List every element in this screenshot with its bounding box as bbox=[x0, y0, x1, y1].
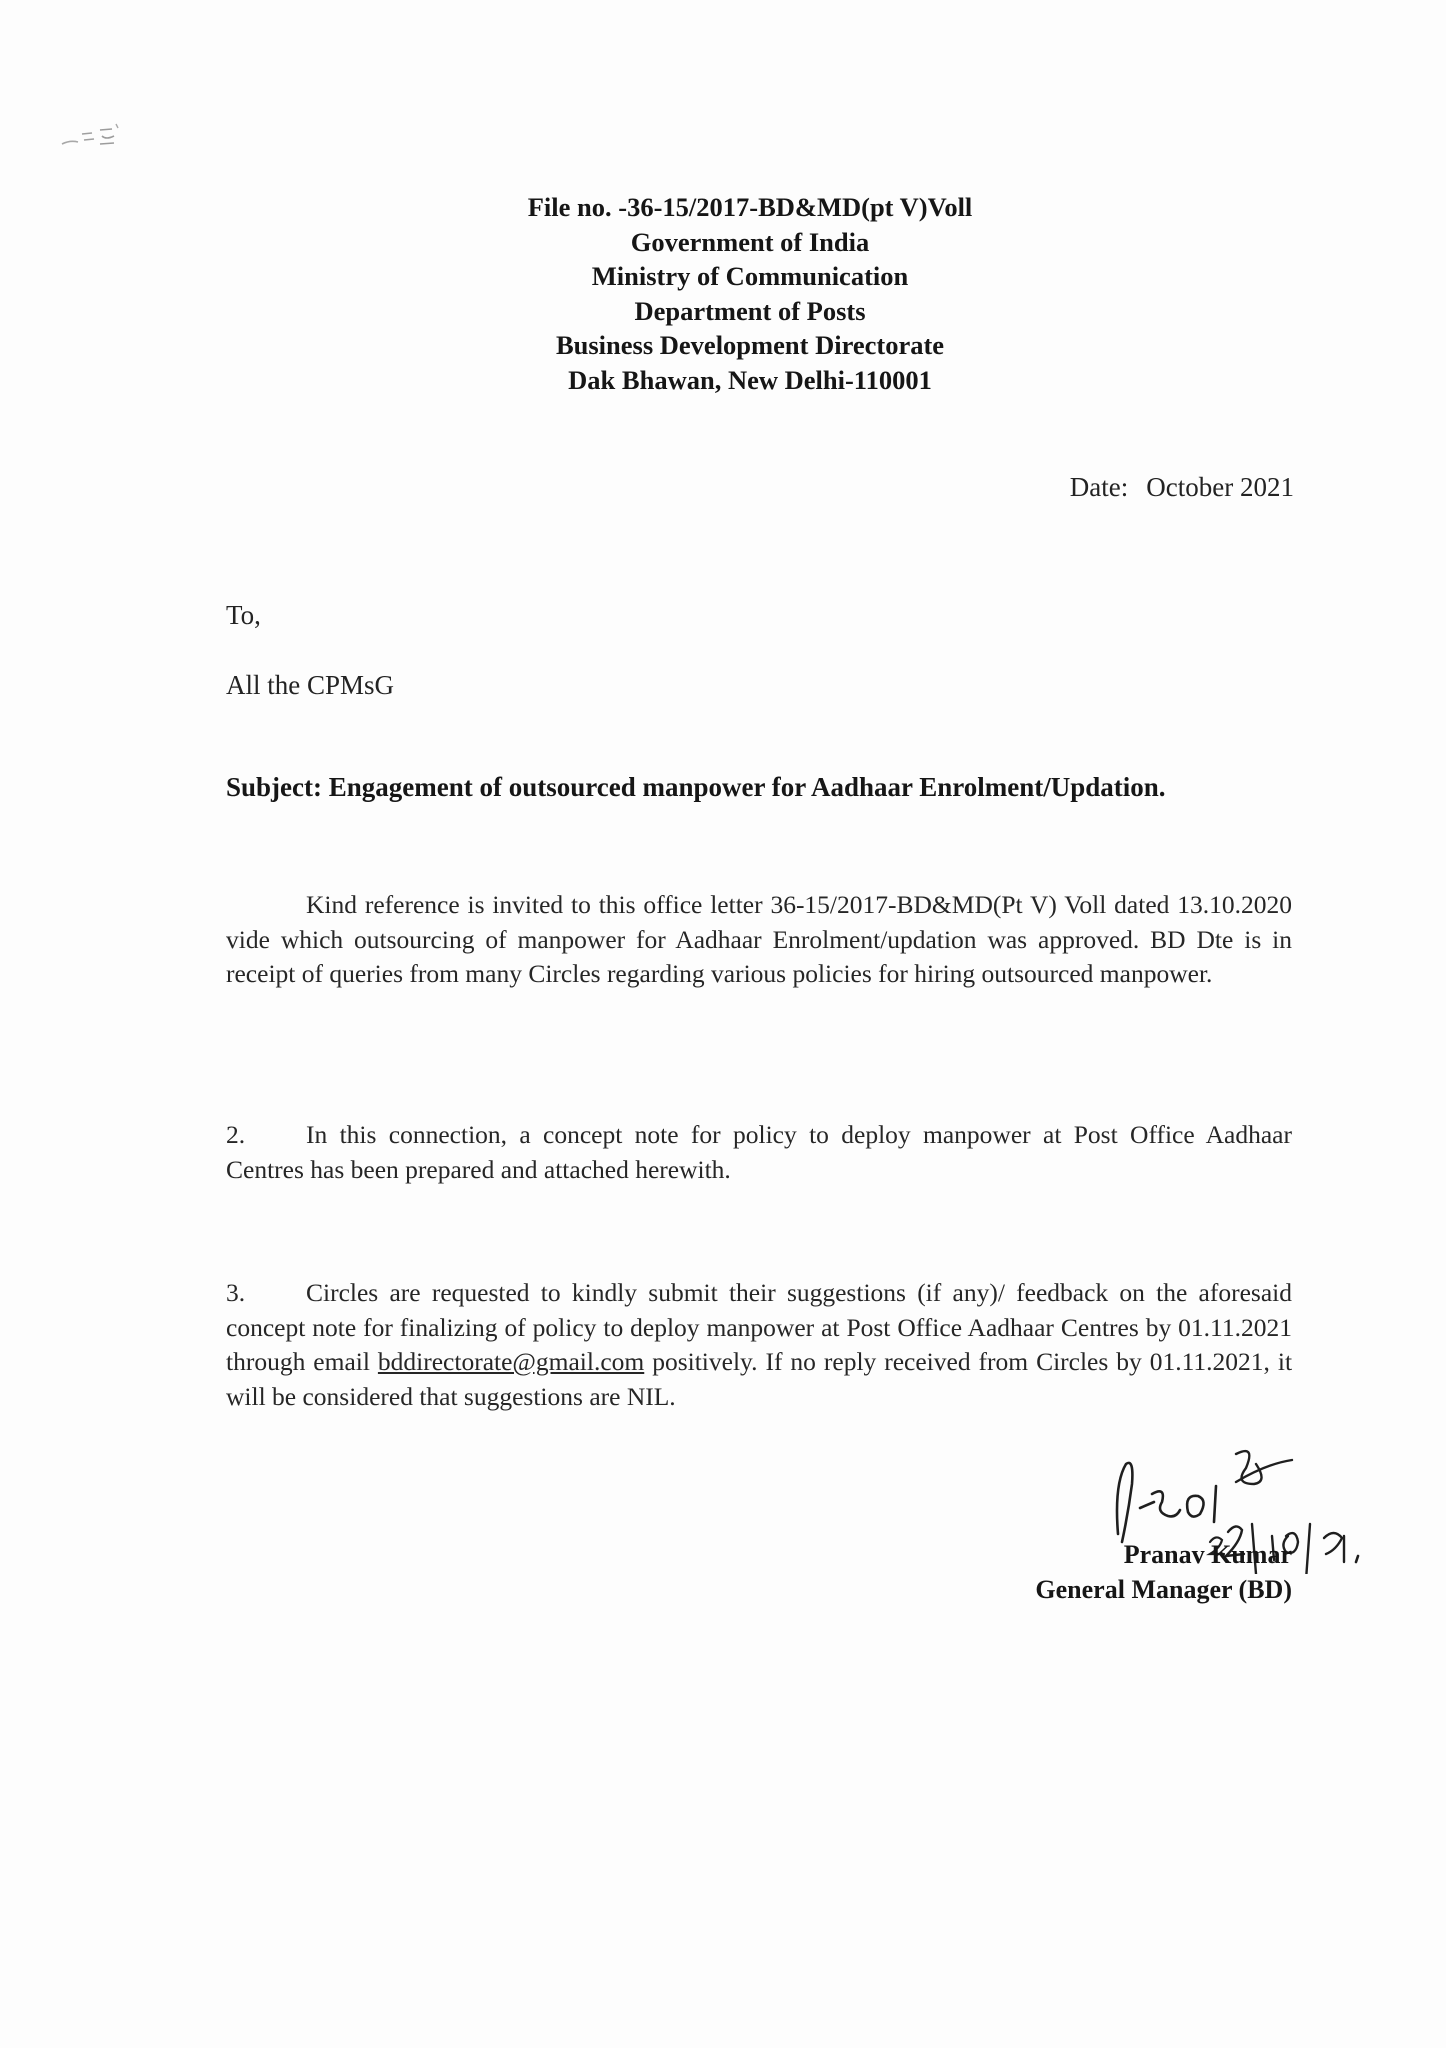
government-name: Government of India bbox=[630, 226, 870, 257]
letterhead bbox=[410, 190, 1090, 398]
file-number: File no. -36-15/2017-BD&MD(pt V)Voll bbox=[527, 192, 973, 222]
signatory-block bbox=[1035, 1537, 1292, 1607]
paragraph-2-number: 2. bbox=[226, 1120, 246, 1149]
paragraph-1: Kind reference is invited to this office letter 36-15/2017-BD&MD(Pt V) Voll dated 13.10.2020 vide which outsourcing of manpower for Aadhaar Enrolment/updation was approved. BD Dte is in receipt of queries from many Circles regarding various policies for hiring outsourced manpower. bbox=[226, 890, 1292, 988]
signatory-designation: General Manager (BD) bbox=[1035, 1575, 1292, 1604]
paragraph-3-text-before: Circles are requested to kindly submit their suggestions (if any)/ feedback on the aforesaid concept note for finalizing of policy to deploy manpower at Post Office Aadhaar Centres by 01.11.2021 through email bbox=[226, 1278, 1292, 1376]
recipient: All the CPMsG bbox=[226, 670, 395, 700]
signatory-name: Pranav Kumar bbox=[1123, 1540, 1292, 1569]
email-link[interactable]: bddirectorate@gmail.com bbox=[377, 1347, 645, 1376]
paragraph-2-text: In this connection, a concept note for policy to deploy manpower at Post Office Aadhaar Centres has been prepared and attached herewith. bbox=[226, 1120, 1292, 1184]
paragraph-3-text-after: positively. If no reply received from Circles by 01.11.2021, it will be considered that suggestions are NIL. bbox=[226, 1347, 1293, 1411]
letter-date bbox=[1070, 470, 1294, 504]
paragraph-3 bbox=[226, 1276, 1292, 1414]
paragraph-2 bbox=[226, 1118, 1292, 1187]
paragraph-3-number: 3. bbox=[226, 1278, 246, 1307]
department-name: Department of Posts bbox=[634, 295, 866, 326]
date-label: Date: bbox=[1069, 472, 1129, 502]
ministry-name: Ministry of Communication bbox=[591, 261, 909, 292]
office-address: Dak Bhawan, New Delhi-110001 bbox=[568, 364, 932, 395]
scan-mark-icon bbox=[56, 116, 126, 156]
subject-line: Subject: Engagement of outsourced manpower for Aadhaar Enrolment/Updation. bbox=[226, 772, 1166, 802]
date-value: October 2021 bbox=[1146, 472, 1294, 502]
salutation: To, bbox=[226, 600, 261, 630]
directorate-name: Business Development Directorate bbox=[555, 330, 945, 361]
